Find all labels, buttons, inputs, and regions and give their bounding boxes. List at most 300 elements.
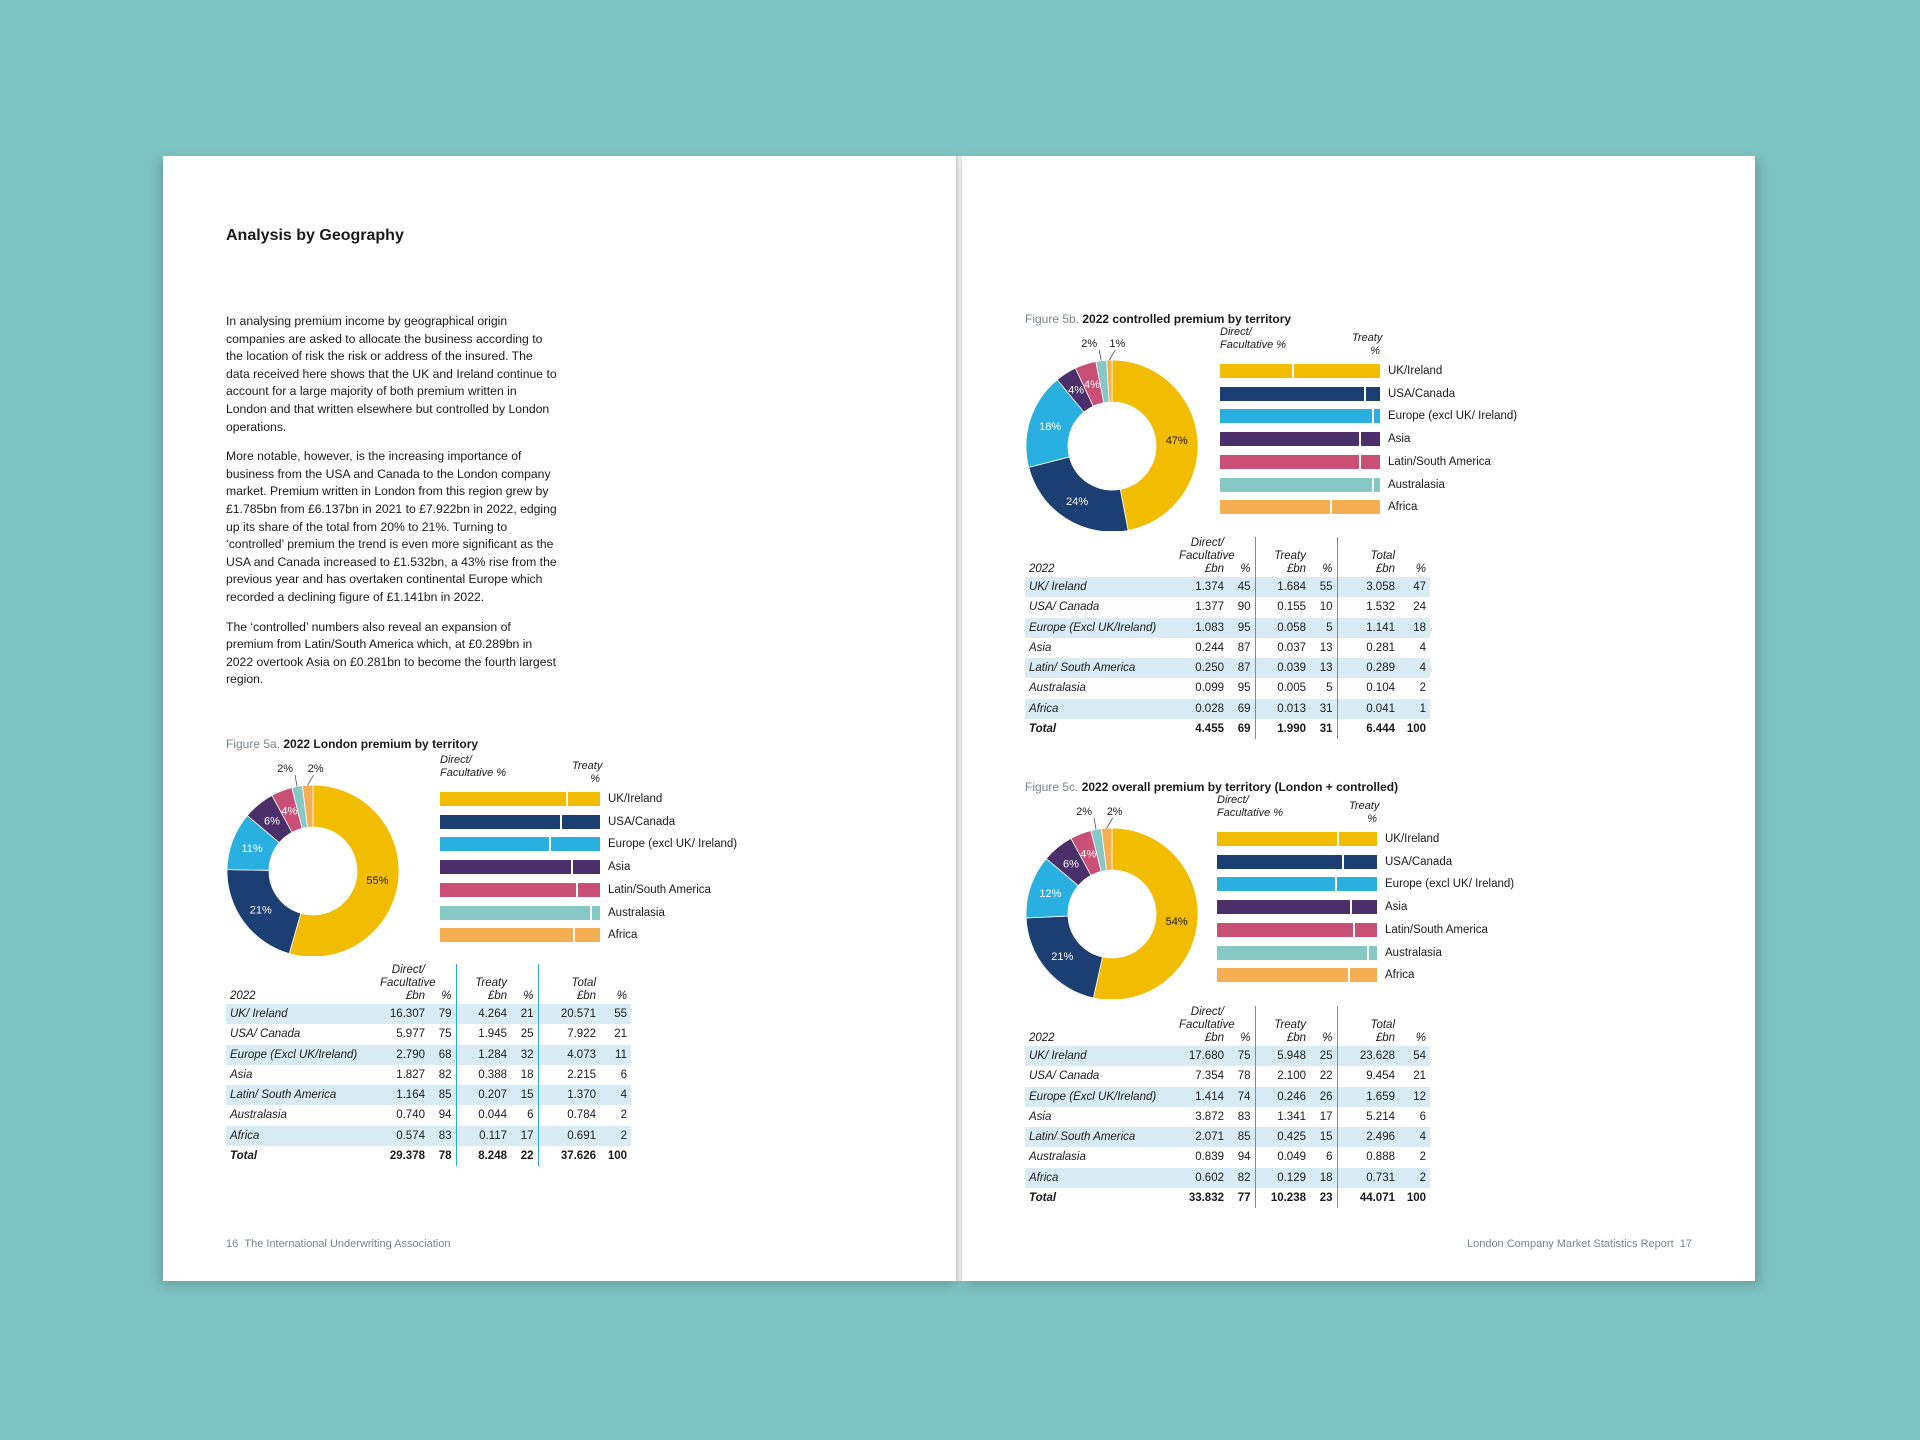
legend-split-marker	[1359, 432, 1361, 446]
body-text	[226, 313, 559, 701]
col-header-total-bn: Total £bn	[1370, 550, 1395, 575]
treaty-bn-cell: 0.058	[1255, 618, 1310, 638]
treaty-pct-cell: 26	[1310, 1087, 1337, 1107]
donut-chart	[213, 756, 413, 956]
total-bn-cell: 1.141	[1337, 618, 1399, 638]
figure-number: Figure 5c.	[1025, 780, 1079, 794]
slice-label: 2%	[277, 763, 293, 775]
legend-split-marker	[573, 928, 575, 942]
table-row	[1025, 658, 1430, 678]
figure-title: 2022 overall premium by territory (London + controlled)	[1081, 780, 1399, 794]
legend-row	[1217, 900, 1557, 914]
treaty-bn-cell: 1.990	[1255, 719, 1310, 739]
legend-split-marker	[1348, 968, 1350, 982]
total-pct-cell: 4	[1419, 641, 1426, 654]
legend-direct-label: Direct/	[1217, 794, 1249, 806]
legend-bar	[1220, 387, 1380, 401]
slice-label: 6%	[1062, 858, 1079, 871]
legend-row	[1220, 500, 1560, 514]
direct-bn-cell: 0.839	[1195, 1151, 1224, 1164]
legend-label: Latin/South America	[1385, 923, 1488, 936]
table-row	[1025, 638, 1430, 658]
legend-label: Latin/South America	[608, 883, 711, 896]
legend-row	[440, 860, 780, 874]
slice-label: 54%	[1165, 916, 1188, 929]
treaty-pct-cell: 15	[1310, 1127, 1337, 1147]
legend-row	[1217, 968, 1557, 982]
direct-bn-cell: 0.250	[1175, 658, 1228, 678]
legend-row	[1220, 478, 1560, 492]
direct-bn-cell: 29.378	[376, 1146, 429, 1166]
table-row	[226, 1085, 631, 1105]
direct-bn-cell: 1.083	[1175, 618, 1228, 638]
direct-bn-cell: 17.680	[1175, 1046, 1228, 1066]
total-bn-cell: 1.370	[538, 1085, 600, 1105]
legend-bar	[1217, 968, 1377, 982]
page-number: 17	[1679, 1238, 1692, 1250]
legend-bar	[440, 815, 600, 829]
region-cell: UK/ Ireland	[1025, 1046, 1175, 1066]
direct-bn-cell: 1.377	[1195, 601, 1224, 614]
figure-number: Figure 5b.	[1025, 312, 1080, 326]
col-header-total-bn: Total £bn	[571, 977, 596, 1002]
legend-split-marker	[1350, 900, 1352, 914]
table-row	[226, 1004, 631, 1024]
data-table	[1025, 1006, 1430, 1208]
donut-slice	[1029, 457, 1128, 531]
total-pct-cell: 11	[600, 1045, 631, 1065]
total-bn-cell: 0.289	[1337, 658, 1399, 678]
slice-label: 2%	[1106, 806, 1123, 818]
treaty-pct-cell: 6	[1310, 1147, 1337, 1167]
paragraph: In analysing premium income by geographical origin companies are asked to allocate the business according to the location of risk the risk or address of the insured. The data received here shows that the UK and Ireland continue to account for a large majority of both premium written in London and that written elsewhere but controlled by London operations.	[226, 314, 557, 434]
direct-bn-cell: 16.307	[376, 1004, 429, 1024]
legend-bar	[1217, 946, 1377, 960]
legend-bar	[1217, 855, 1377, 869]
figure-number: Figure 5a.	[226, 737, 281, 751]
treaty-pct-cell: 18	[1310, 1168, 1337, 1188]
table-row	[1025, 597, 1430, 617]
treaty-pct-cell: 5	[1310, 618, 1337, 638]
treaty-bn-cell: 1.284	[456, 1045, 511, 1065]
legend-split-marker	[566, 792, 568, 806]
legend-bar	[440, 837, 600, 851]
treaty-bn-cell: 0.013	[1255, 699, 1310, 719]
direct-pct-cell: 82	[1228, 1168, 1255, 1188]
legend-split-marker	[1353, 923, 1355, 937]
publisher-name: The International Underwriting Association	[244, 1238, 451, 1250]
treaty-bn-cell: 5.948	[1255, 1046, 1310, 1066]
direct-bn-cell: 5.977	[396, 1028, 425, 1041]
legend-label: Latin/South America	[1388, 455, 1491, 468]
table-row	[1025, 577, 1430, 597]
total-bn-cell: 37.626	[538, 1146, 600, 1166]
col-header-treaty-pct: %	[1310, 1006, 1337, 1046]
legend-row	[440, 837, 780, 851]
legend-direct-label: Direct/	[440, 754, 472, 766]
treaty-bn-cell: 0.044	[478, 1109, 507, 1122]
legend-label: Asia	[1388, 433, 1411, 446]
direct-bn-cell: 4.455	[1175, 719, 1228, 739]
direct-pct-cell: 83	[429, 1126, 456, 1146]
legend-label: Asia	[1385, 901, 1408, 914]
legend-label: USA/Canada	[1385, 855, 1453, 868]
region-cell: USA/ Canada	[1029, 601, 1100, 614]
col-header-direct-pct: %	[429, 964, 456, 1004]
direct-bn-cell: 1.414	[1175, 1087, 1228, 1107]
col-header-treaty-pct: %	[511, 964, 538, 1004]
legend-bar	[440, 906, 600, 920]
table-row	[1025, 1168, 1430, 1188]
total-pct-cell: 47	[1399, 577, 1430, 597]
treaty-pct-cell: 10	[1310, 597, 1337, 617]
legend-treaty-header	[1349, 800, 1380, 826]
region-cell: Africa	[1025, 699, 1175, 719]
col-header-direct-bn: Direct/ Facultative £bn	[1179, 537, 1235, 575]
legend-label: Europe (excl UK/ Ireland)	[1385, 878, 1515, 891]
legend-facultative-label: Facultative %	[1217, 807, 1284, 819]
left-page	[163, 156, 958, 1281]
table-row	[226, 1105, 631, 1125]
page-footer	[1467, 1238, 1692, 1250]
treaty-pct-cell: 5	[1310, 678, 1337, 698]
col-header-direct-pct: %	[1228, 537, 1255, 577]
legend-bar	[1220, 364, 1380, 378]
legend-row	[1217, 877, 1557, 891]
legend-treaty-label: Treaty	[572, 760, 603, 772]
total-pct-cell: 100	[600, 1146, 631, 1166]
legend-split-marker	[1335, 877, 1337, 891]
legend-row	[1217, 946, 1557, 960]
total-bn-cell: 20.571	[538, 1004, 600, 1024]
total-bn-cell: 9.454	[1366, 1070, 1395, 1083]
slice-label: 24%	[1066, 495, 1089, 508]
direct-bn-cell: 1.827	[396, 1068, 425, 1081]
figure-title: 2022 controlled premium by territory	[1082, 312, 1292, 326]
total-pct-cell: 2	[1399, 1168, 1430, 1188]
region-cell: Latin/ South America	[1025, 1127, 1175, 1147]
direct-bn-cell: 2.071	[1175, 1127, 1228, 1147]
treaty-pct-cell: 25	[1310, 1046, 1337, 1066]
page-footer	[226, 1238, 450, 1250]
total-pct-cell: 6	[620, 1068, 627, 1081]
treaty-bn-cell: 1.341	[1277, 1110, 1306, 1123]
right-page	[962, 156, 1755, 1281]
paragraph: The ‘controlled’ numbers also reveal an expansion of premium from Latin/South America which, at £0.289bn in 2022 overtook Asia on £0.281bn to become the fourth largest region.	[226, 619, 556, 687]
legend-direct-label: Direct/	[1220, 326, 1252, 338]
direct-pct-cell: 79	[429, 1004, 456, 1024]
legend-bar	[1220, 478, 1380, 492]
legend-row	[1220, 455, 1560, 469]
direct-pct-cell: 95	[1228, 678, 1255, 698]
col-header-total-pct: %	[1415, 1032, 1426, 1044]
total-pct-cell: 54	[1399, 1046, 1430, 1066]
page-number: 16	[226, 1238, 239, 1250]
legend-bar	[1217, 900, 1377, 914]
legend-label: UK/Ireland	[608, 793, 663, 805]
data-table	[1025, 537, 1430, 739]
chart-legend	[440, 754, 780, 958]
table-row	[1025, 1087, 1430, 1107]
slice-label: 21%	[249, 904, 272, 917]
table-row	[1025, 699, 1430, 719]
treaty-pct-cell: 22	[1310, 1066, 1337, 1086]
direct-pct-cell: 78	[1228, 1066, 1255, 1086]
total-bn-cell: 1.532	[1366, 601, 1395, 614]
treaty-pct-cell: 18	[511, 1065, 538, 1085]
leader-line	[1109, 350, 1115, 360]
slice-label: 2%	[1081, 338, 1098, 350]
table-row	[226, 1126, 631, 1146]
total-bn-cell: 0.784	[567, 1109, 596, 1122]
leader-line	[1107, 818, 1113, 828]
slice-label: 1%	[1109, 338, 1126, 350]
legend-label: Africa	[1388, 501, 1418, 514]
direct-pct-cell: 82	[429, 1065, 456, 1085]
direct-pct-cell: 78	[429, 1146, 456, 1166]
legend-bar	[1217, 877, 1377, 891]
slice-label: 21%	[1051, 950, 1074, 963]
region-cell: Australasia	[230, 1109, 287, 1122]
publication-title: London Company Market Statistics Report	[1466, 1238, 1674, 1250]
legend-bar	[1220, 455, 1380, 469]
col-header-treaty-pct: %	[1310, 537, 1337, 577]
direct-bn-cell: 0.602	[1175, 1168, 1228, 1188]
total-bn-cell: 23.628	[1337, 1046, 1399, 1066]
treaty-pct-cell: 17	[1310, 1107, 1337, 1127]
legend-split-marker	[1372, 409, 1374, 423]
table-row	[226, 1024, 631, 1044]
direct-pct-cell: 69	[1228, 699, 1255, 719]
legend-row	[440, 928, 780, 942]
direct-pct-cell: 74	[1228, 1087, 1255, 1107]
total-pct-cell: 24	[1413, 601, 1426, 614]
total-bn-cell: 5.214	[1366, 1110, 1395, 1123]
legend-facultative-label: Facultative %	[440, 767, 507, 779]
leader-line	[308, 775, 314, 785]
legend-bar	[1217, 923, 1377, 937]
total-pct-cell: 1	[1399, 699, 1430, 719]
table-row	[1025, 678, 1430, 698]
total-pct-cell: 21	[614, 1028, 627, 1041]
slice-label: 2%	[307, 763, 324, 775]
slice-label: 4%	[1080, 848, 1097, 861]
region-cell: USA/ Canada	[230, 1028, 301, 1041]
col-header-total-pct: %	[616, 990, 627, 1002]
legend-split-marker	[1337, 832, 1339, 846]
col-header-year: 2022	[1029, 1032, 1055, 1044]
legend-treaty-header	[1352, 332, 1383, 358]
figure-title: 2022 London premium by territory	[283, 737, 479, 751]
direct-bn-cell: 1.164	[376, 1085, 429, 1105]
legend-row	[1220, 432, 1560, 446]
legend-row	[1220, 409, 1560, 423]
figure-caption	[1025, 312, 1291, 326]
table-total-row	[226, 1146, 631, 1166]
total-bn-cell: 6.444	[1337, 719, 1399, 739]
total-bn-cell: 7.922	[567, 1028, 596, 1041]
region-cell: USA/ Canada	[1029, 1070, 1100, 1083]
legend-facultative-label: Facultative %	[1220, 339, 1287, 351]
legend-split-marker	[1372, 478, 1374, 492]
total-bn-cell: 2.496	[1337, 1127, 1399, 1147]
treaty-bn-cell: 4.264	[456, 1004, 511, 1024]
legend-row	[1217, 832, 1557, 846]
legend-label: Europe (excl UK/ Ireland)	[1388, 410, 1518, 423]
legend-row	[440, 792, 780, 806]
direct-bn-cell: 2.790	[376, 1045, 429, 1065]
legend-bar	[1220, 432, 1380, 446]
table-row	[1025, 1127, 1430, 1147]
region-cell: Asia	[1029, 641, 1052, 654]
treaty-bn-cell: 0.049	[1277, 1151, 1306, 1164]
direct-bn-cell: 3.872	[1195, 1110, 1224, 1123]
table-total-row	[1025, 719, 1430, 739]
total-bn-cell: 1.659	[1337, 1087, 1399, 1107]
legend-split-marker	[1330, 500, 1332, 514]
legend-split-marker	[571, 860, 573, 874]
legend-treaty-header	[572, 760, 603, 786]
direct-pct-cell: 68	[429, 1045, 456, 1065]
legend-treaty-pct: %	[590, 773, 600, 785]
total-pct-cell: 12	[1399, 1087, 1430, 1107]
legend-row	[1217, 855, 1557, 869]
table-total-row	[1025, 1188, 1430, 1208]
slice-label: 11%	[241, 843, 263, 856]
legend-direct-header	[1220, 326, 1286, 352]
region-cell: Europe (Excl UK/Ireland)	[226, 1045, 376, 1065]
legend-label: UK/Ireland	[1385, 833, 1440, 845]
legend-label: UK/Ireland	[1388, 365, 1443, 377]
table-row	[1025, 1046, 1430, 1066]
legend-bar	[440, 792, 600, 806]
direct-pct-cell: 69	[1228, 719, 1255, 739]
direct-pct-cell: 83	[1228, 1107, 1255, 1127]
direct-pct-cell: 85	[1228, 1127, 1255, 1147]
treaty-pct-cell: 55	[1310, 577, 1337, 597]
total-bn-cell: 4.073	[538, 1045, 600, 1065]
legend-row	[1217, 923, 1557, 937]
legend-bar	[440, 928, 600, 942]
total-bn-cell: 0.104	[1366, 682, 1395, 695]
slice-label: 4%	[1083, 379, 1100, 392]
figure-caption	[226, 737, 478, 751]
region-cell: Africa	[1025, 1168, 1175, 1188]
direct-pct-cell: 95	[1228, 618, 1255, 638]
treaty-bn-cell: 0.005	[1277, 682, 1306, 695]
treaty-pct-cell: 6	[511, 1105, 538, 1125]
treaty-pct-cell: 13	[1310, 638, 1337, 658]
direct-pct-cell: 45	[1228, 577, 1255, 597]
total-bn-cell: 2.215	[567, 1068, 596, 1081]
legend-row	[440, 883, 780, 897]
table-row	[226, 1045, 631, 1065]
direct-pct-cell: 94	[429, 1105, 456, 1125]
legend-treaty-pct: %	[1367, 813, 1377, 825]
region-cell: Asia	[230, 1068, 253, 1081]
legend-bar	[440, 860, 600, 874]
legend-label: Australasia	[1388, 478, 1445, 491]
treaty-pct-cell: 31	[1310, 699, 1337, 719]
slice-label: 6%	[263, 815, 280, 828]
total-pct-cell: 4	[1399, 1127, 1430, 1147]
direct-bn-cell: 0.574	[376, 1126, 429, 1146]
treaty-bn-cell: 0.117	[456, 1126, 511, 1146]
legend-bar	[440, 883, 600, 897]
treaty-bn-cell: 8.248	[456, 1146, 511, 1166]
direct-pct-cell: 90	[1228, 597, 1255, 617]
treaty-pct-cell: 13	[1310, 658, 1337, 678]
region-cell: UK/ Ireland	[1025, 577, 1175, 597]
total-pct-cell: 6	[1419, 1110, 1426, 1123]
region-cell: Latin/ South America	[226, 1085, 376, 1105]
region-cell: Total	[1025, 719, 1175, 739]
total-pct-cell: 21	[1413, 1070, 1426, 1083]
col-header-treaty-bn: Treaty £bn	[475, 977, 507, 1002]
direct-pct-cell: 87	[1228, 658, 1255, 678]
direct-pct-cell: 85	[429, 1085, 456, 1105]
chart-legend	[1217, 794, 1557, 998]
legend-label: USA/Canada	[1388, 387, 1456, 400]
donut-chart	[1012, 331, 1212, 531]
legend-split-marker	[549, 837, 551, 851]
table-row	[1025, 1147, 1430, 1167]
total-pct-cell: 2	[620, 1109, 627, 1122]
treaty-bn-cell: 0.207	[456, 1085, 511, 1105]
legend-split-marker	[1342, 855, 1344, 869]
treaty-bn-cell: 0.246	[1255, 1087, 1310, 1107]
leader-line	[1094, 818, 1096, 829]
region-cell: Europe (Excl UK/Ireland)	[1025, 1087, 1175, 1107]
legend-bar	[1217, 832, 1377, 846]
chart-legend	[1220, 326, 1560, 530]
legend-direct-header	[1217, 794, 1283, 820]
treaty-bn-cell: 0.037	[1277, 641, 1306, 654]
col-header-treaty-bn: Treaty £bn	[1274, 1019, 1306, 1044]
treaty-bn-cell: 10.238	[1255, 1188, 1310, 1208]
legend-row	[440, 815, 780, 829]
col-header-direct-pct: %	[1228, 1006, 1255, 1046]
legend-split-marker	[1367, 946, 1369, 960]
region-cell: UK/ Ireland	[226, 1004, 376, 1024]
region-cell: Total	[1025, 1188, 1175, 1208]
legend-bar	[1220, 409, 1380, 423]
treaty-bn-cell: 0.039	[1255, 658, 1310, 678]
total-pct-cell: 100	[1399, 1188, 1430, 1208]
region-cell: Australasia	[1029, 682, 1086, 695]
treaty-pct-cell: 17	[511, 1126, 538, 1146]
treaty-pct-cell: 15	[511, 1085, 538, 1105]
legend-direct-header	[440, 754, 506, 780]
table-row	[1025, 618, 1430, 638]
slice-label: 47%	[1165, 434, 1188, 447]
total-bn-cell: 0.691	[538, 1126, 600, 1146]
treaty-pct-cell: 23	[1310, 1188, 1337, 1208]
legend-label: Australasia	[1385, 946, 1442, 959]
treaty-pct-cell: 31	[1310, 719, 1337, 739]
slice-label: 2%	[1076, 806, 1092, 818]
treaty-bn-cell: 2.100	[1277, 1070, 1306, 1083]
col-header-treaty-bn: Treaty £bn	[1274, 550, 1306, 575]
treaty-bn-cell: 0.155	[1277, 601, 1306, 614]
direct-bn-cell: 0.740	[396, 1109, 425, 1122]
treaty-pct-cell: 21	[511, 1004, 538, 1024]
legend-bar	[1220, 500, 1380, 514]
total-bn-cell: 0.888	[1366, 1151, 1395, 1164]
slice-label: 18%	[1039, 420, 1062, 433]
total-bn-cell: 3.058	[1337, 577, 1399, 597]
direct-pct-cell: 75	[429, 1024, 456, 1044]
